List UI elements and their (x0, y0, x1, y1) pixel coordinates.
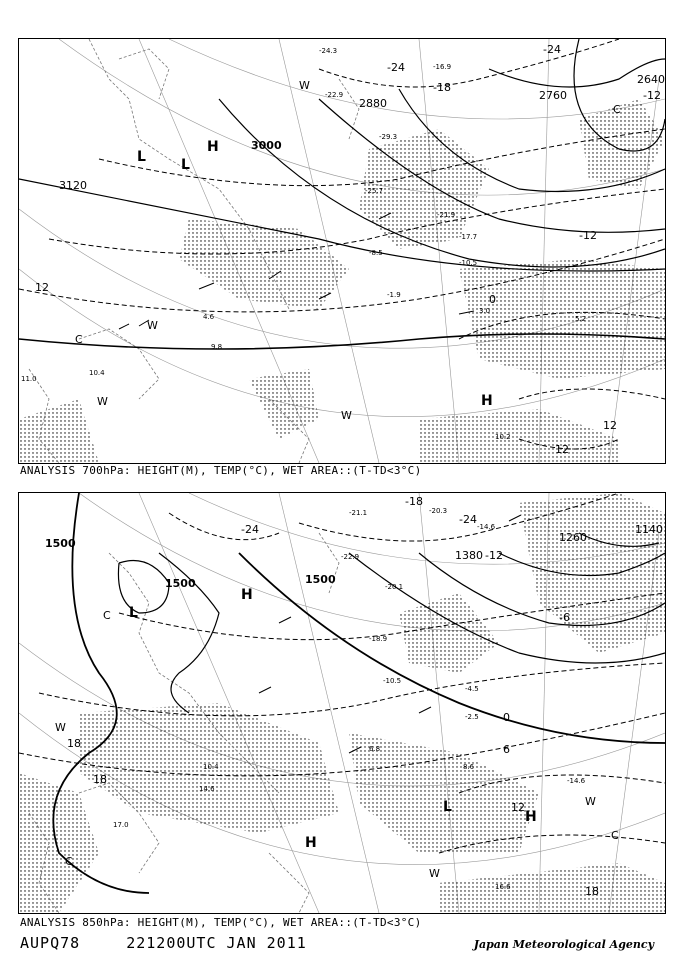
obs-value: 10.2 (495, 433, 511, 441)
obs-value: -14.6 (567, 777, 586, 785)
temp-label: -24 (459, 513, 477, 526)
temp-label: -6 (559, 611, 570, 624)
temp-label: 12 (555, 443, 569, 456)
obs-value: 8.6 (463, 763, 475, 771)
obs-value: -17.7 (459, 233, 478, 241)
height-label: 2880 (359, 97, 387, 110)
height-label: 1140 (635, 523, 663, 536)
temp-label: 0 (503, 711, 510, 724)
temp-label: -24 (543, 43, 561, 56)
obs-value: -21.1 (349, 509, 368, 517)
obs-value: -25.7 (365, 187, 384, 195)
obs-value: -4.5 (465, 685, 479, 693)
cold-symbol: C (75, 333, 83, 346)
temp-label: -12 (643, 89, 661, 102)
obs-value: -1.9 (387, 291, 401, 299)
cold-symbol: C (611, 829, 619, 842)
temp-label: -18 (405, 495, 423, 508)
high-center-symbol: H (207, 139, 219, 155)
height-label: 2640 (637, 73, 665, 86)
obs-value: 5.2 (575, 315, 587, 323)
temp-label: 0 (489, 293, 496, 306)
temp-label: 12 (603, 419, 617, 432)
high-center-symbol: H (525, 809, 537, 825)
obs-value: 14.6 (199, 785, 215, 793)
warm-symbol: W (341, 409, 352, 422)
height-label: 2760 (539, 89, 567, 102)
obs-value: -10.5 (459, 259, 478, 267)
analysis-700hpa-map (18, 38, 666, 464)
obs-value: -24.3 (319, 47, 338, 55)
obs-value: 4.6 (203, 313, 215, 321)
temp-label: 18 (67, 737, 81, 750)
obs-value: 10.4 (89, 369, 105, 377)
obs-value: -10.5 (383, 677, 402, 685)
obs-value: 11.0 (21, 375, 37, 383)
warm-symbol: W (299, 79, 310, 92)
obs-value: 9.8 (211, 343, 223, 351)
warm-symbol: W (429, 867, 440, 880)
chart-code: AUPQ78 (20, 934, 81, 952)
obs-value: -22.9 (325, 91, 344, 99)
chart-code-line (20, 934, 343, 952)
height-label: 1500 (165, 577, 196, 590)
graticule-700 (19, 39, 665, 463)
valid-time: 221200UTC JAN 2011 (126, 934, 307, 952)
obs-value: -22.9 (341, 553, 360, 561)
temp-label: -12 (579, 229, 597, 242)
low-center-symbol: L (137, 149, 146, 165)
map-850hpa-svg (19, 493, 665, 913)
obs-value: -16.9 (433, 63, 452, 71)
obs-value: -14.6 (477, 523, 496, 531)
map-700hpa-svg (19, 39, 665, 463)
obs-value: -29.3 (379, 133, 398, 141)
height-label: 1380 (455, 549, 483, 562)
obs-value: 17.0 (113, 821, 129, 829)
low-center-symbol: L (129, 605, 138, 621)
high-center-symbol: H (481, 393, 493, 409)
caption-850hpa: ANALYSIS 850hPa: HEIGHT(M), TEMP(°C), WET AREA::(T-TD<3°C) (20, 916, 422, 929)
temp-label: 18 (585, 885, 599, 898)
obs-value: -21.9 (437, 211, 456, 219)
obs-value: 3.0 (479, 307, 491, 315)
temp-label: 12 (511, 801, 525, 814)
obs-value: -18.9 (369, 635, 388, 643)
temp-label: 18 (93, 773, 107, 786)
height-label: 1500 (45, 537, 76, 550)
high-center-symbol: H (241, 587, 253, 603)
analysis-850hpa-map (18, 492, 666, 914)
height-label: 1500 (305, 573, 336, 586)
temp-label: 12 (35, 281, 49, 294)
height-label: 3000 (251, 139, 282, 152)
warm-symbol: W (585, 795, 596, 808)
obs-value: -8.5 (369, 249, 383, 257)
cold-symbol: C (103, 609, 111, 622)
temp-label: -24 (241, 523, 259, 536)
temp-label: -18 (433, 81, 451, 94)
obs-value: -20.3 (429, 507, 448, 515)
obs-value: -2.5 (465, 713, 479, 721)
temp-label: 6 (503, 743, 510, 756)
height-label: 3120 (59, 179, 87, 192)
temp-label: -12 (485, 549, 503, 562)
warm-symbol: W (147, 319, 158, 332)
high-center-symbol: H (305, 835, 317, 851)
warm-symbol: W (97, 395, 108, 408)
obs-value: -20.1 (385, 583, 404, 591)
warm-symbol: W (55, 721, 66, 734)
temp-label: -24 (387, 61, 405, 74)
obs-value: 10.4 (203, 763, 219, 771)
obs-value: 6.8 (369, 745, 381, 753)
obs-value: 16.6 (495, 883, 511, 891)
cold-symbol: C (613, 103, 621, 116)
caption-700hpa: ANALYSIS 700hPa: HEIGHT(M), TEMP(°C), WET AREA::(T-TD<3°C) (20, 464, 422, 477)
height-label: 1260 (559, 531, 587, 544)
agency-name: Japan Meteorological Agency (473, 938, 654, 951)
low-center-symbol: L (181, 157, 190, 173)
cold-symbol: C (65, 855, 73, 868)
low-center-symbol: L (443, 799, 452, 815)
